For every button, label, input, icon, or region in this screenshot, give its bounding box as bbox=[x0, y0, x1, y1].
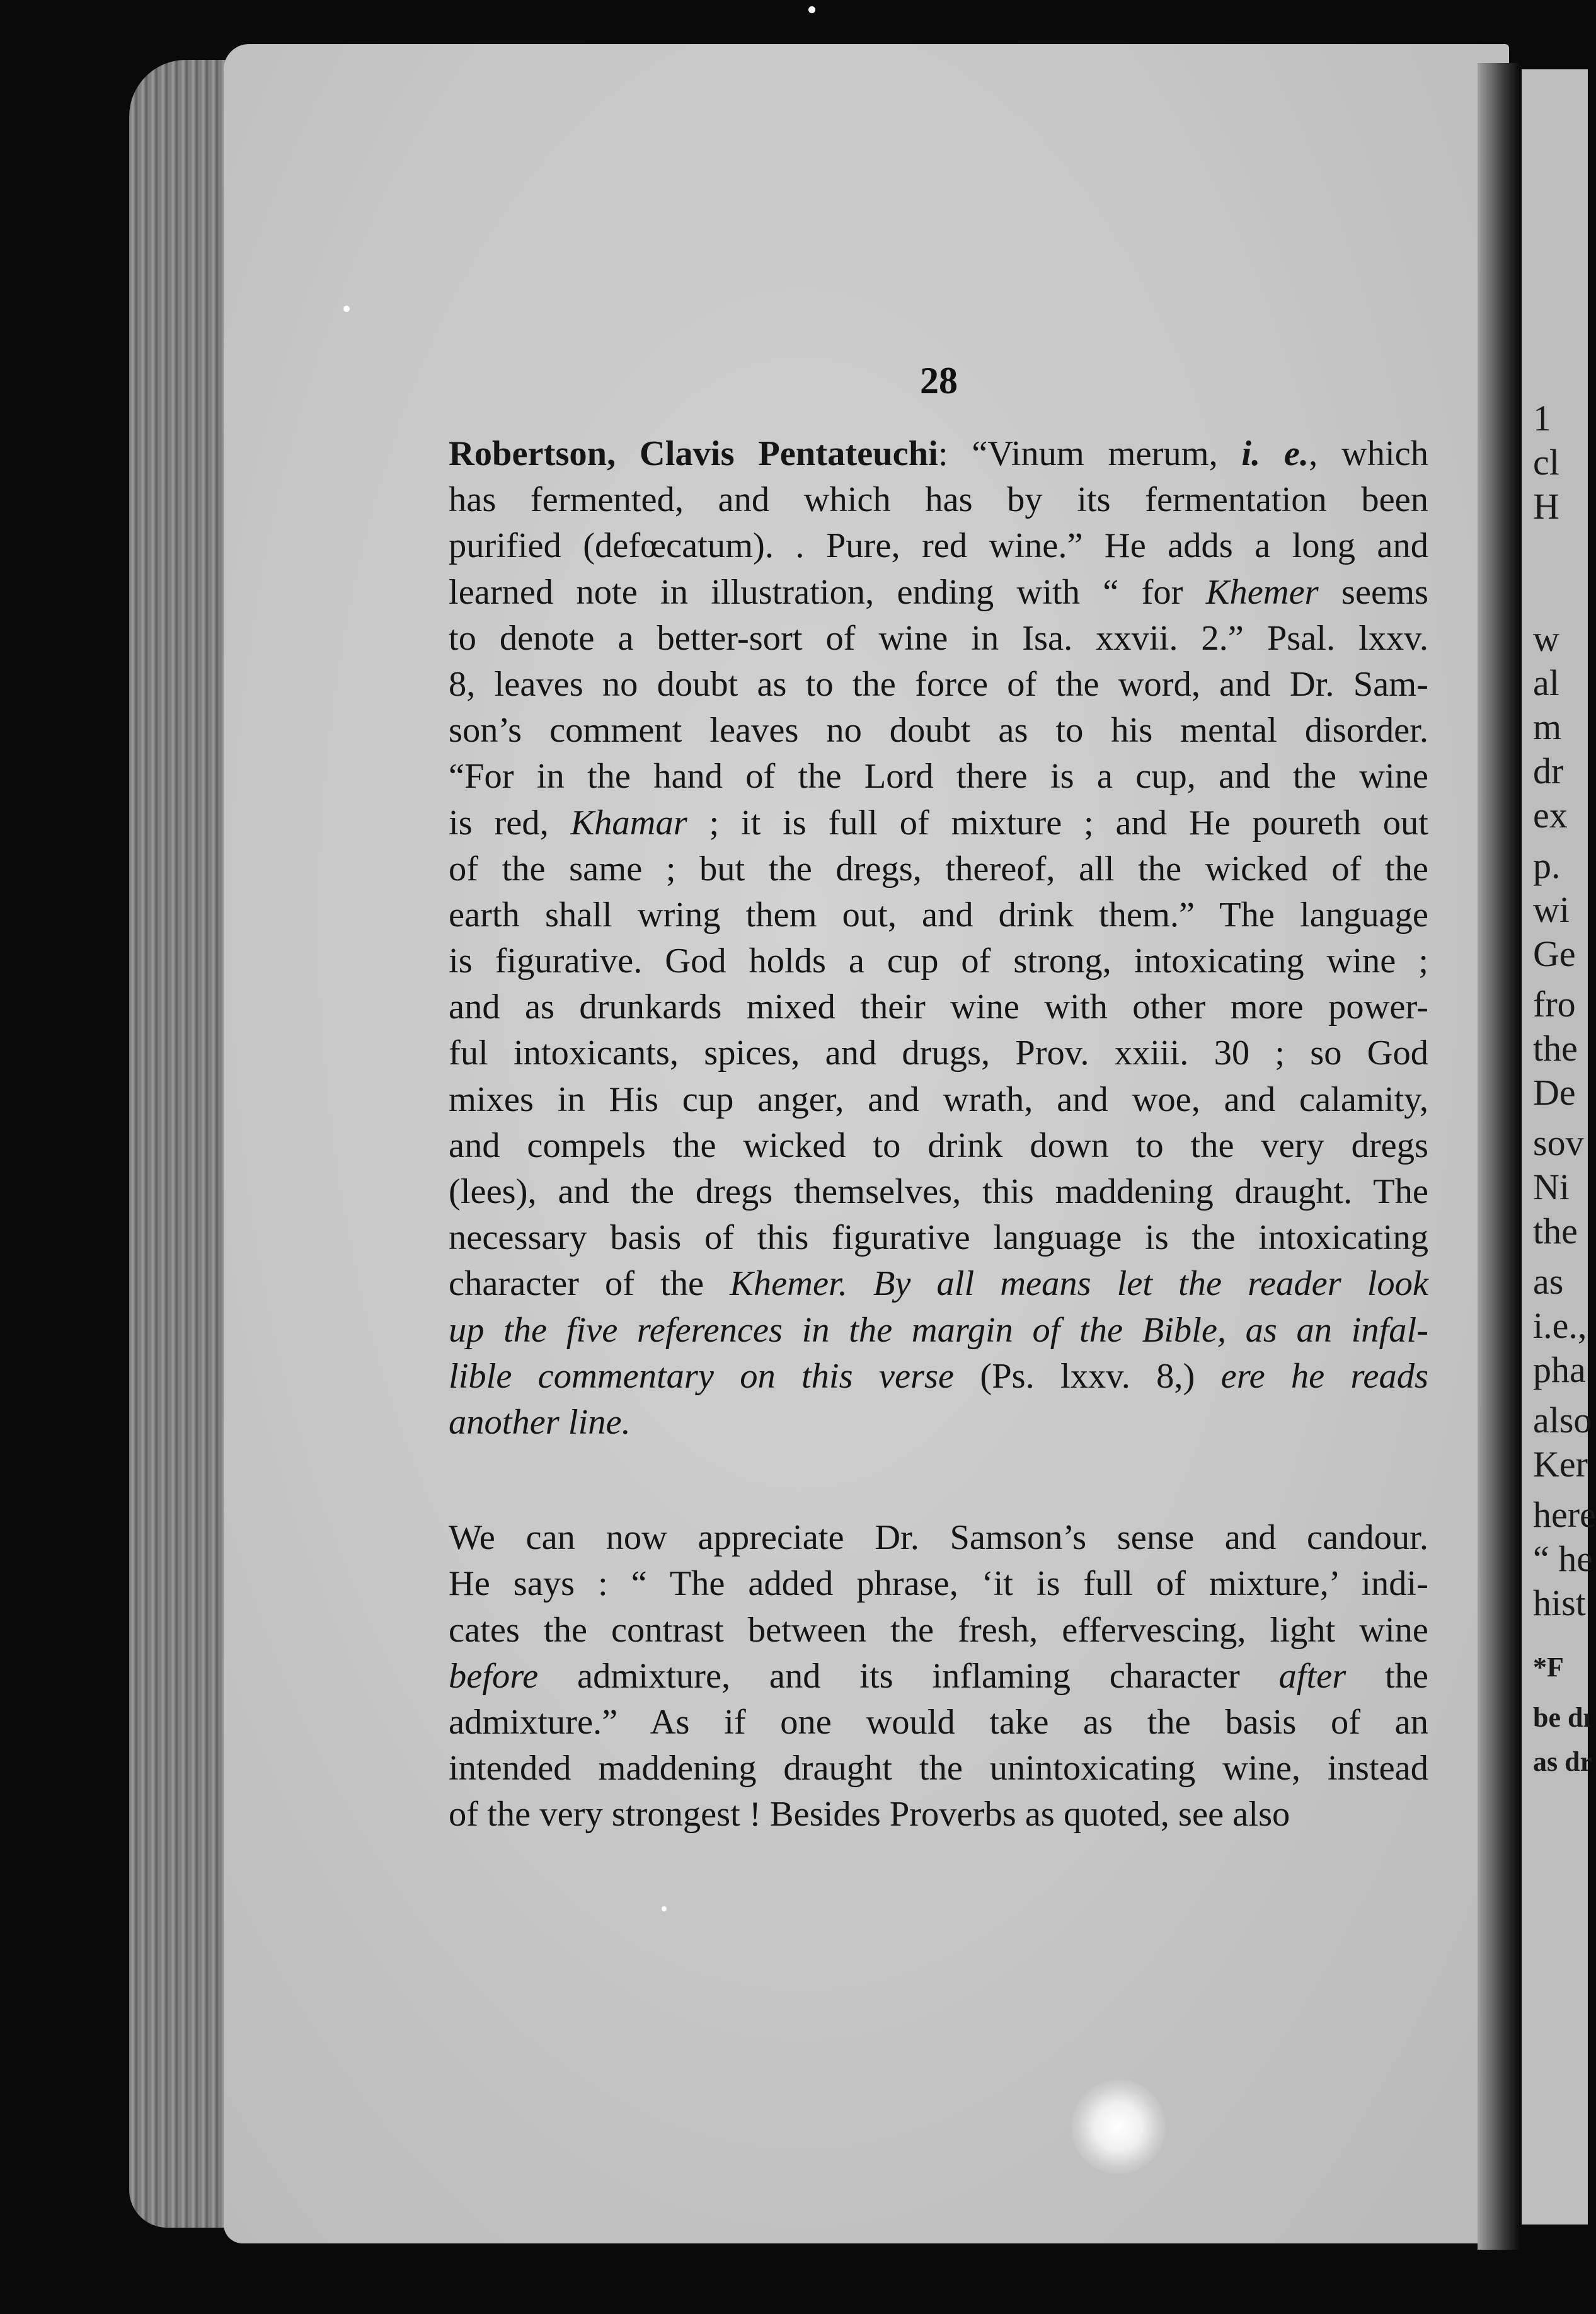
text-line bbox=[449, 1123, 1428, 1169]
text-line bbox=[449, 1561, 1428, 1607]
text-line bbox=[449, 1077, 1428, 1123]
text-run: i. e. bbox=[1241, 434, 1309, 473]
text-line bbox=[449, 892, 1428, 938]
text-line bbox=[449, 1608, 1428, 1654]
text-line bbox=[449, 477, 1428, 523]
text-run: the bbox=[1346, 1656, 1429, 1696]
text-line bbox=[449, 1261, 1428, 1307]
text-run: , which bbox=[1309, 434, 1429, 473]
next-page-fragment: be dı bbox=[1533, 1702, 1591, 1733]
text-run: before bbox=[449, 1656, 539, 1696]
text-line bbox=[449, 846, 1428, 892]
dust-speck bbox=[343, 306, 350, 312]
light-glare bbox=[1071, 2080, 1166, 2174]
page-number: 28 bbox=[920, 360, 958, 401]
dust-speck bbox=[662, 1906, 667, 1911]
next-page-fragment: ex bbox=[1533, 795, 1568, 836]
next-page-fragment: the bbox=[1533, 1028, 1578, 1069]
text-run: necessary basis of this figurative language is the intoxicating bbox=[449, 1218, 1428, 1258]
text-line bbox=[449, 523, 1428, 569]
paragraph-gap bbox=[449, 1446, 1428, 1515]
text-run: admixture, and its inflaming character bbox=[538, 1656, 1279, 1696]
text-line bbox=[449, 708, 1428, 754]
text-run bbox=[847, 1264, 873, 1303]
next-page-fragment: also bbox=[1533, 1400, 1592, 1441]
text-line bbox=[449, 984, 1428, 1030]
next-page-fragment: *F bbox=[1533, 1652, 1564, 1683]
text-run: (Ps. lxxv. 8,) bbox=[954, 1356, 1221, 1396]
text-line bbox=[449, 662, 1428, 708]
text-line bbox=[449, 1215, 1428, 1261]
text-run: purified (defœcatum). . Pure, red wine.” He adds a long and bbox=[449, 526, 1428, 566]
next-page-fragment: al bbox=[1533, 662, 1559, 703]
text-line bbox=[449, 1700, 1428, 1746]
text-line bbox=[449, 754, 1428, 800]
text-line bbox=[449, 1308, 1428, 1354]
text-run: : “Vinum merum, bbox=[938, 434, 1242, 473]
text-run: character of the bbox=[449, 1264, 730, 1304]
text-run: of the very strongest ! Besides Proverbs as quoted, see also bbox=[449, 1795, 1290, 1834]
text-run: Khemer bbox=[1205, 572, 1319, 612]
next-page-fragment: hist bbox=[1533, 1582, 1586, 1623]
text-run: cates the contrast between the fresh, effervescing, light wine bbox=[449, 1610, 1428, 1650]
next-page-fragment: m bbox=[1533, 706, 1562, 747]
text-run: is red, bbox=[449, 803, 571, 843]
text-run: admixture.” As if one would take as the basis of an bbox=[449, 1702, 1428, 1742]
text-run: is figurative. God holds a cup of strong, intoxicating wine ; bbox=[449, 941, 1428, 981]
next-page-fragment: fro bbox=[1533, 984, 1576, 1025]
text-run: learned note in illustration, ending with “ for bbox=[449, 572, 1206, 612]
body-text bbox=[449, 431, 1428, 1838]
next-page-fragment: “ he bbox=[1533, 1538, 1593, 1579]
next-page-fragment: wi bbox=[1533, 889, 1570, 930]
next-page-fragment: as dr bbox=[1533, 1746, 1593, 1777]
text-run: another line. bbox=[449, 1402, 631, 1442]
text-run: after bbox=[1278, 1656, 1346, 1696]
text-line bbox=[449, 616, 1428, 662]
text-run: earth shall wring them out, and drink them.” The language bbox=[449, 895, 1428, 935]
text-run: “For in the hand of the Lord there is a cup, and the wine bbox=[449, 757, 1428, 797]
next-page-fragment: cl bbox=[1533, 442, 1559, 483]
next-page-fragment: w bbox=[1533, 618, 1559, 659]
next-page-edge bbox=[1522, 69, 1596, 2225]
text-line bbox=[449, 938, 1428, 984]
text-run: to denote a better-sort of wine in Isa. xxvii. 2.” Psal. lxxv. bbox=[449, 618, 1428, 658]
text-run: ere he reads bbox=[1220, 1356, 1428, 1396]
text-line bbox=[449, 1654, 1428, 1700]
text-line bbox=[449, 431, 1428, 477]
next-page-fragment: Ker bbox=[1533, 1444, 1588, 1485]
text-run: ful intoxicants, spices, and drugs, Prov. xxiii. 30 ; so God bbox=[449, 1033, 1428, 1073]
text-run: 8, leaves no doubt as to the force of the word, and Dr. Sam- bbox=[449, 664, 1428, 704]
next-page-fragment: p. bbox=[1533, 845, 1561, 886]
text-line bbox=[449, 570, 1428, 616]
next-page-fragment: i.e., bbox=[1533, 1305, 1587, 1346]
text-run: intended maddening draught the unintoxicating wine, instead bbox=[449, 1749, 1428, 1788]
text-line bbox=[449, 1792, 1428, 1838]
text-line bbox=[449, 1515, 1428, 1561]
text-run: has fermented, and which has by its fermentation been bbox=[449, 480, 1428, 520]
text-run: He says : “ The added phrase, ‘it is full of mixture,’ indi- bbox=[449, 1564, 1428, 1604]
dust-speck bbox=[808, 6, 815, 13]
next-page-fragment: H bbox=[1533, 486, 1559, 527]
text-run: up the five references in the margin of the Bible, as an infal- bbox=[449, 1310, 1428, 1350]
next-page-fragment: De bbox=[1533, 1072, 1576, 1113]
next-page-fragment: Ge bbox=[1533, 933, 1576, 974]
text-run: Khemer. bbox=[730, 1264, 847, 1304]
text-run: Robertson, Clavis Pentateuchi bbox=[449, 434, 938, 473]
next-page-fragment: as bbox=[1533, 1261, 1564, 1302]
next-page-fragment: sov bbox=[1533, 1122, 1584, 1163]
text-run: of the same ; but the dregs, thereof, all the wicked of the bbox=[449, 849, 1428, 889]
text-run: (lees), and the dregs themselves, this maddening draught. The bbox=[449, 1172, 1428, 1211]
text-line bbox=[449, 800, 1428, 846]
next-page-fragment: the bbox=[1533, 1211, 1578, 1252]
gutter-shadow bbox=[1478, 63, 1522, 2250]
text-run: lible commentary on this verse bbox=[449, 1356, 955, 1396]
text-run: seems bbox=[1318, 572, 1429, 612]
next-page-fragment: 1 bbox=[1533, 398, 1551, 439]
text-line bbox=[449, 1400, 1428, 1446]
text-run: We can now appreciate Dr. Samson’s sense and candour. bbox=[449, 1518, 1428, 1558]
text-run: By all means let the reader look bbox=[873, 1264, 1428, 1304]
text-run: and compels the wicked to drink down to the very dregs bbox=[449, 1125, 1428, 1165]
next-page-fragment: pha bbox=[1533, 1349, 1586, 1390]
next-page-fragment: dr bbox=[1533, 751, 1564, 791]
text-line bbox=[449, 1746, 1428, 1792]
text-run: mixes in His cup anger, and wrath, and woe, and calamity, bbox=[449, 1079, 1428, 1119]
text-line bbox=[449, 1354, 1428, 1400]
text-line bbox=[449, 1030, 1428, 1076]
text-run: son’s comment leaves no doubt as to his mental disorder. bbox=[449, 711, 1428, 751]
next-page-fragment: here bbox=[1533, 1494, 1596, 1535]
next-page-fragment: Ni bbox=[1533, 1166, 1570, 1207]
text-run: ; it is full of mixture ; and He poureth out bbox=[687, 803, 1428, 843]
text-run: and as drunkards mixed their wine with other more power- bbox=[449, 987, 1428, 1027]
text-line bbox=[449, 1169, 1428, 1215]
text-run: Khamar bbox=[570, 803, 687, 843]
